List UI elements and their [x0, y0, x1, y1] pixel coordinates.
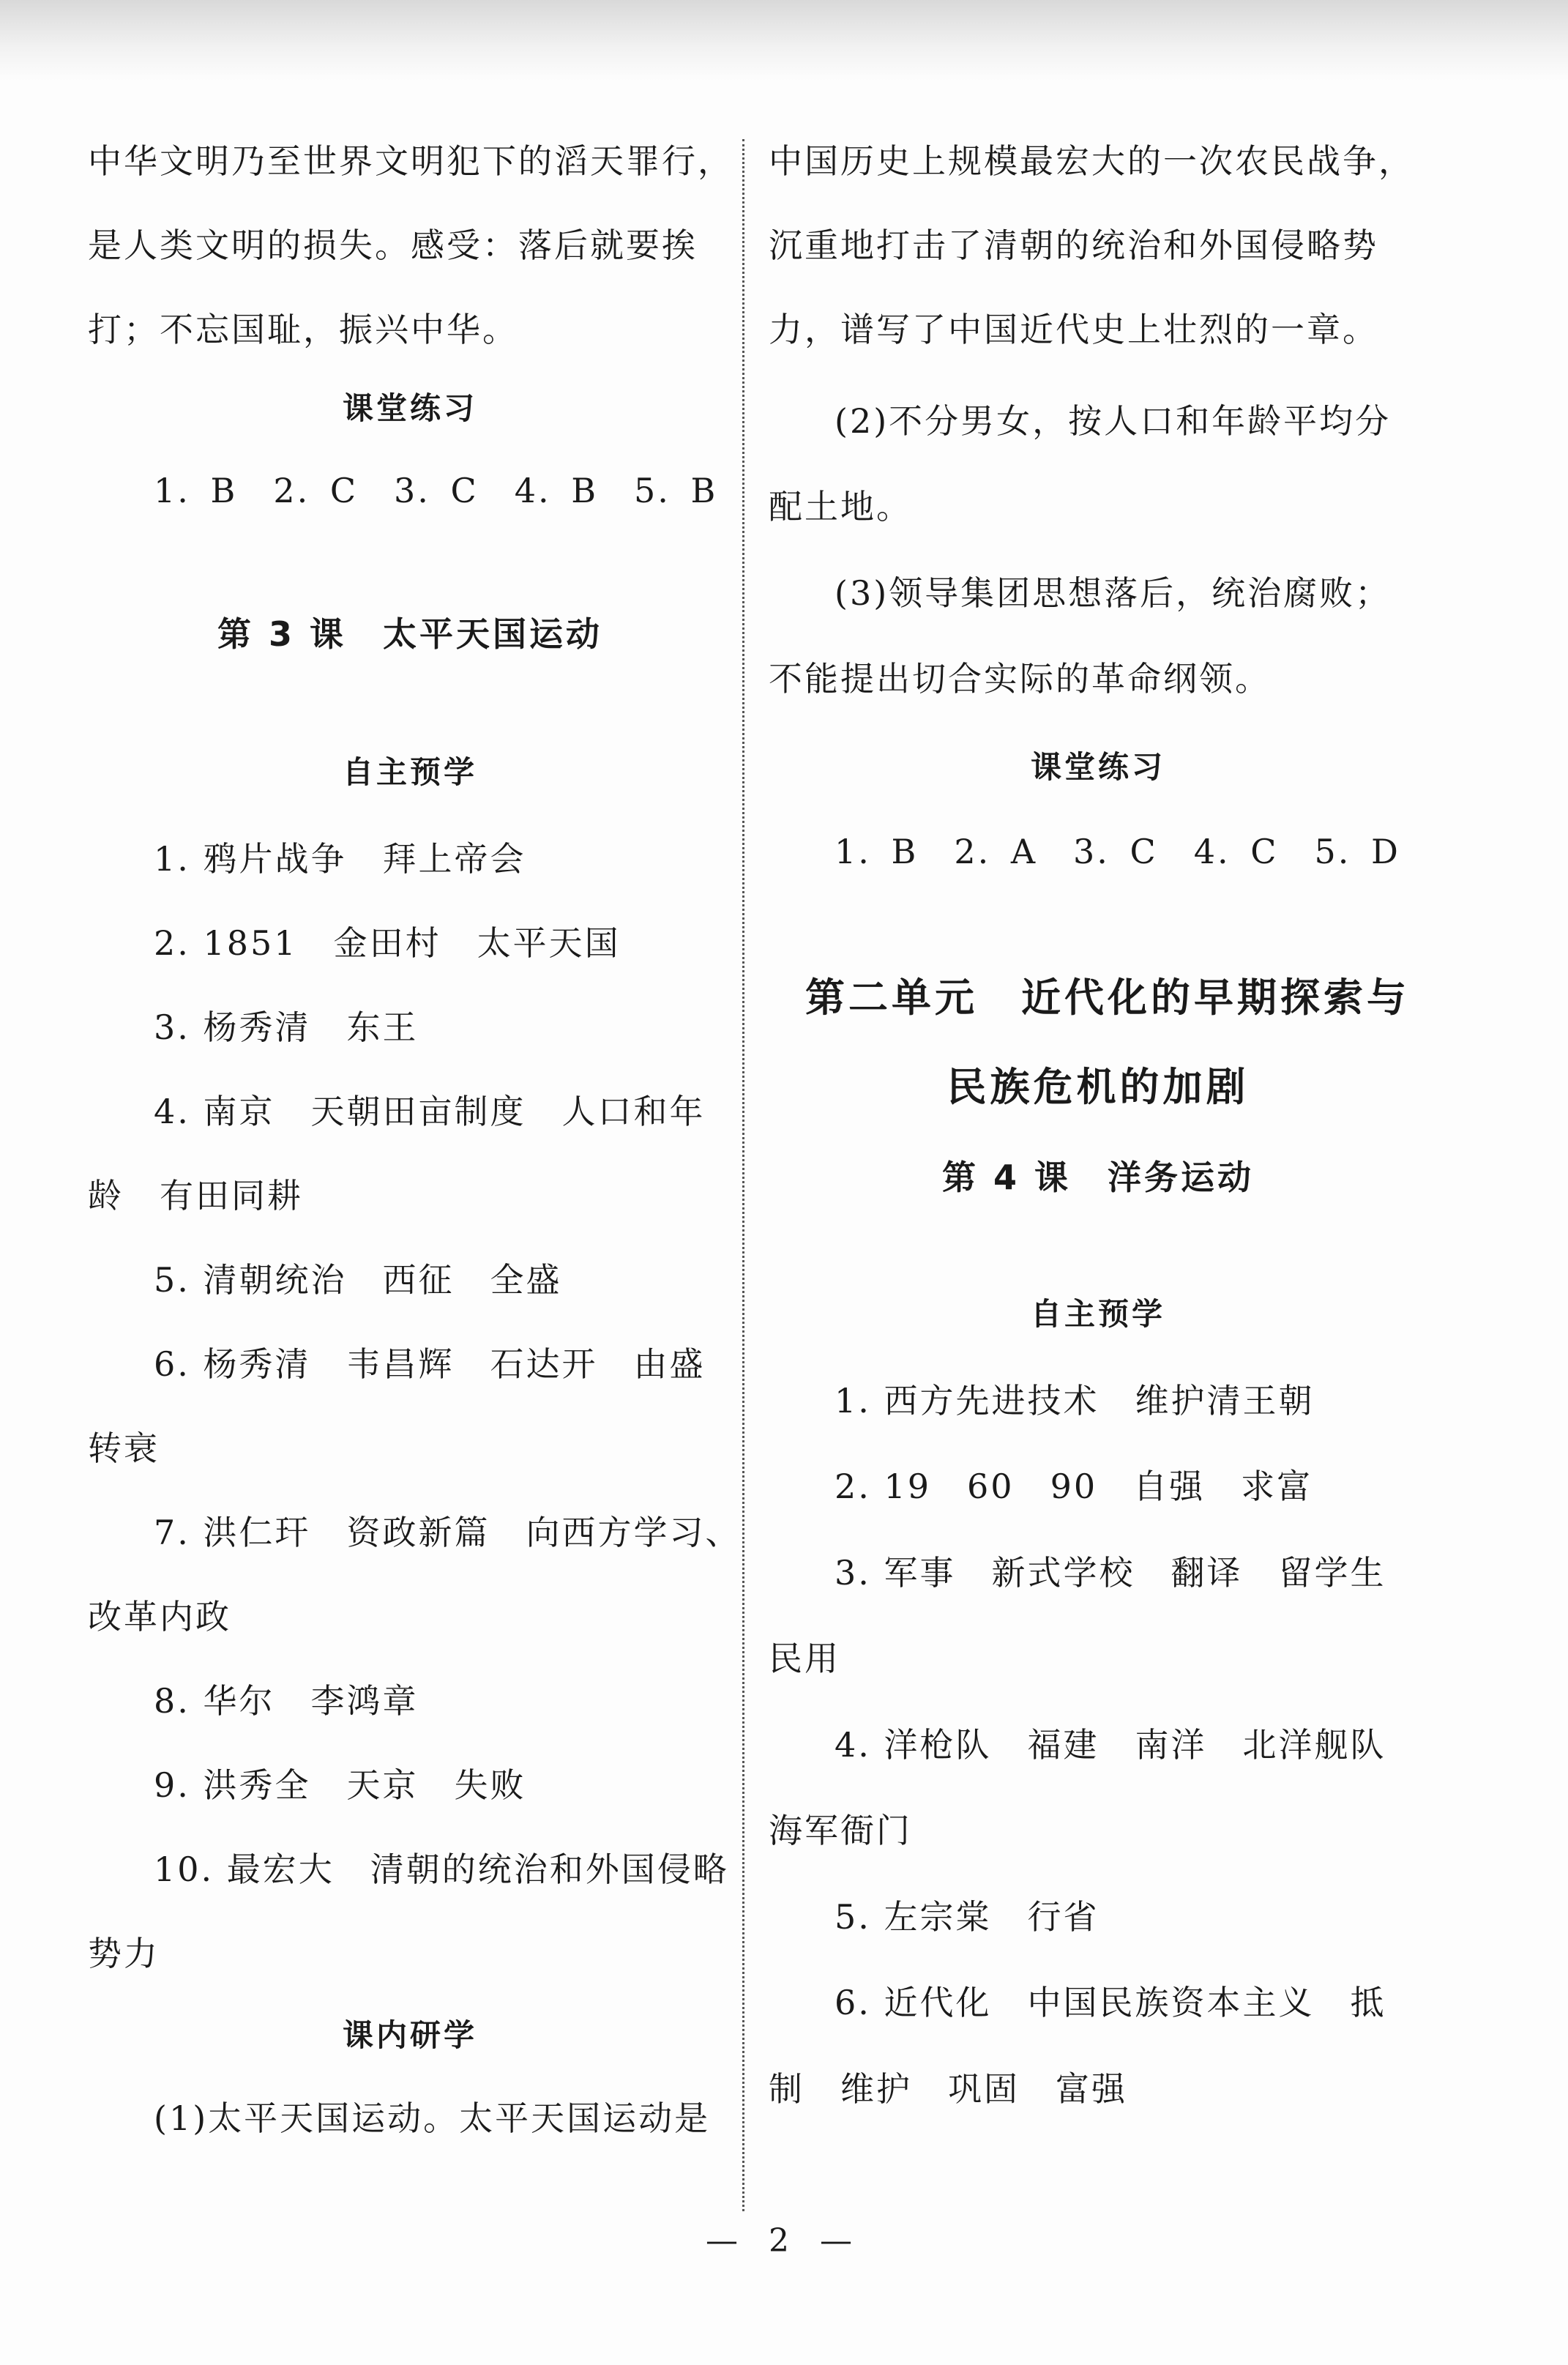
list-item: 2. 19 60 90 自强 求富 [835, 1467, 1313, 1506]
text-line: 中华文明乃至世界文明犯下的滔天罪行， [88, 141, 733, 181]
list-item: 4. 南京 天朝田亩制度 人口和年 [154, 1092, 706, 1131]
list-item: 3. 军事 新式学校 翻译 留学生 [835, 1553, 1386, 1593]
text-line: 配土地。 [769, 487, 912, 526]
text-line: 不能提出切合实际的革命纲领。 [769, 659, 1271, 699]
answer-line: 1. B 2. A 3. C 4. C 5. D [835, 832, 1400, 871]
list-item: 4. 洋枪队 福建 南洋 北洋舰队 [835, 1725, 1386, 1765]
text-line: (2)不分男女，按人口和年龄平均分 [835, 401, 1392, 441]
list-item-continued: 龄 有田同耕 [88, 1176, 303, 1215]
text-line: (1)太平天国运动。太平天国运动是 [154, 2098, 711, 2138]
list-item: 3. 杨秀清 东王 [154, 1008, 419, 1047]
unit-title: 民族危机的加剧 [947, 1064, 1250, 1110]
text-line: 中国历史上规模最宏大的一次农民战争， [769, 141, 1414, 181]
text-line: 沉重地打击了清朝的统治和外国侵略势 [769, 226, 1378, 265]
lesson-title: 第 4 课 洋务运动 [941, 1158, 1255, 1197]
list-item: 6. 杨秀清 韦昌辉 石达开 由盛 [154, 1344, 706, 1384]
section-heading: 自主预学 [1030, 1296, 1165, 1332]
list-item-continued: 海军衙门 [769, 1811, 912, 1850]
unit-title: 第二单元 近代化的早期探索与 [805, 975, 1410, 1021]
list-item-continued: 改革内政 [88, 1597, 231, 1636]
list-item: 5. 清朝统治 西征 全盛 [154, 1260, 562, 1300]
list-item: 8. 华尔 李鸿章 [154, 1681, 419, 1721]
list-item-continued: 势力 [88, 1934, 160, 1973]
list-item-continued: 转衰 [88, 1429, 160, 1468]
section-heading: 自主预学 [342, 754, 477, 790]
list-item-continued: 制 维护 巩固 富强 [769, 2069, 1127, 2109]
list-item: 9. 洪秀全 天京 失败 [154, 1765, 526, 1805]
list-item: 1. 西方先进技术 维护清王朝 [835, 1381, 1315, 1420]
text-line: (3)领导集团思想落后，统治腐败； [835, 573, 1392, 613]
list-item: 7. 洪仁玕 资政新篇 向西方学习、 [154, 1513, 742, 1552]
list-item-continued: 民用 [769, 1639, 840, 1678]
text-line: 是人类文明的损失。感受：落后就要挨 [88, 226, 698, 265]
list-item: 1. 鸦片战争 拜上帝会 [154, 839, 526, 879]
list-item: 6. 近代化 中国民族资本主义 抵 [835, 1983, 1386, 2022]
section-heading: 课内研学 [342, 2017, 477, 2053]
column-divider [742, 139, 744, 2211]
text-line: 打；不忘国耻，振兴中华。 [88, 310, 518, 349]
page-number: — 2 — [706, 2222, 862, 2260]
list-item: 5. 左宗棠 行省 [835, 1897, 1100, 1937]
list-item: 2. 1851 金田村 太平天国 [154, 923, 621, 963]
section-heading: 课堂练习 [1030, 749, 1165, 785]
text-line: 力，谱写了中国近代史上壮烈的一章。 [769, 310, 1378, 349]
list-item: 10. 最宏大 清朝的统治和外国侵略 [154, 1850, 729, 1889]
lesson-title: 第 3 课 太平天国运动 [217, 614, 603, 654]
section-heading: 课堂练习 [342, 390, 477, 426]
answer-line: 1. B 2. C 3. C 4. B 5. B [154, 471, 718, 510]
scan-edge-shading [0, 0, 1568, 81]
